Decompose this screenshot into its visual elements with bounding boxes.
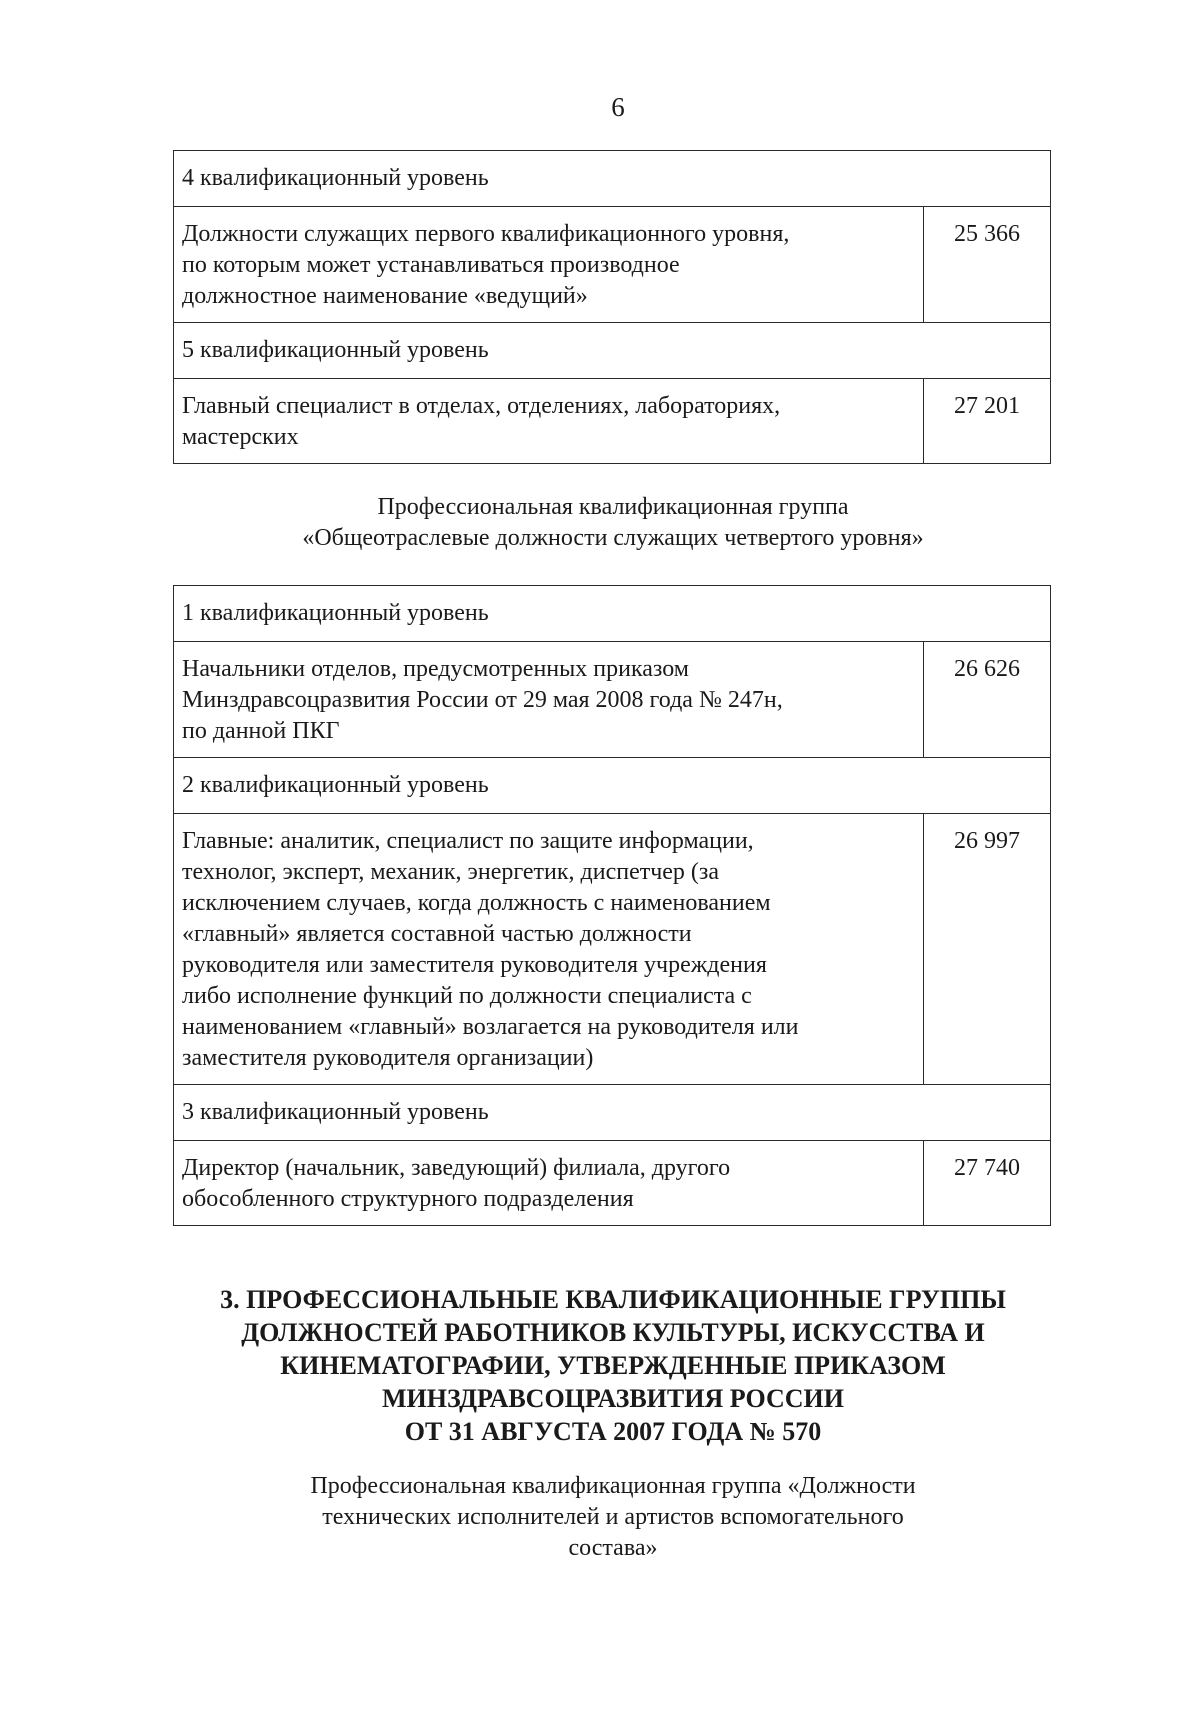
page-number: 6 xyxy=(611,92,625,122)
position-description-cell xyxy=(174,814,924,1085)
position-text-line: обособленного структурного подразделения xyxy=(182,1186,634,1212)
position-text-line: заместителя руководителя организации) xyxy=(182,1045,594,1071)
section-heading-line: КИНЕМАТОГРАФИИ, УТВЕРЖДЕННЫЕ ПРИКАЗОМ xyxy=(280,1351,946,1380)
salary-value-cell: 27 201 xyxy=(924,379,1051,464)
group-heading-line: состава» xyxy=(568,1535,658,1561)
group-heading xyxy=(173,1471,1053,1564)
position-text-line: наименованием «главный» возлагается на руководителя или xyxy=(182,1014,799,1040)
group-heading xyxy=(173,492,1053,554)
table-row-position xyxy=(174,1141,1051,1226)
qualification-level-cell: 2 квалификационный уровень xyxy=(174,758,1051,814)
position-text-line: исключением случаев, когда должность с наименованием xyxy=(182,890,771,916)
table-row-level xyxy=(174,586,1051,642)
qualification-level-cell: 3 квалификационный уровень xyxy=(174,1085,1051,1141)
qualification-level-cell: 5 квалификационный уровень xyxy=(174,323,1051,379)
salary-table-2 xyxy=(173,585,1051,1226)
position-text-line: технолог, эксперт, механик, энергетик, диспетчер (за xyxy=(182,859,720,885)
table-row-position xyxy=(174,642,1051,758)
group-heading-line: Профессиональная квалификационная группа «Должности xyxy=(310,1473,916,1499)
position-description-cell xyxy=(174,379,924,464)
section-heading-line: ДОЛЖНОСТЕЙ РАБОТНИКОВ КУЛЬТУРЫ, ИСКУССТВА И xyxy=(241,1318,985,1347)
section-heading xyxy=(173,1283,1053,1448)
position-description-cell xyxy=(174,642,924,758)
position-text-line: руководителя или заместителя руководителя учреждения xyxy=(182,952,767,978)
qualification-level-cell: 4 квалификационный уровень xyxy=(174,151,1051,207)
position-text-line: Директор (начальник, заведующий) филиала, другого xyxy=(182,1155,731,1181)
position-text-line: Минздравсоцразвития России от 29 мая 2008 года № 247н, xyxy=(182,687,783,713)
position-text-line: Главный специалист в отделах, отделениях, лабораториях, xyxy=(182,393,781,419)
group-heading-line: технических исполнителей и артистов вспомогательного xyxy=(322,1504,904,1530)
salary-value-cell: 27 740 xyxy=(924,1141,1051,1226)
position-description-cell xyxy=(174,1141,924,1226)
salary-value-cell: 26 626 xyxy=(924,642,1051,758)
position-text-line: «главный» является составной частью должности xyxy=(182,921,692,947)
table-row-position xyxy=(174,207,1051,323)
position-text-line: по данной ПКГ xyxy=(182,718,340,744)
table-row-position xyxy=(174,814,1051,1085)
position-text-line: Должности служащих первого квалификационного уровня, xyxy=(182,221,790,247)
position-text-line: Главные: аналитик, специалист по защите информации, xyxy=(182,828,754,854)
position-text-line: либо исполнение функций по должности специалиста с xyxy=(182,983,752,1009)
group-heading-line: «Общеотраслевые должности служащих четвертого уровня» xyxy=(302,525,924,551)
table-row-level xyxy=(174,151,1051,207)
position-description-cell xyxy=(174,207,924,323)
salary-table-1 xyxy=(173,150,1051,464)
qualification-level-cell: 1 квалификационный уровень xyxy=(174,586,1051,642)
group-heading-line: Профессиональная квалификационная группа xyxy=(377,494,849,520)
salary-value-cell: 25 366 xyxy=(924,207,1051,323)
position-text-line: мастерских xyxy=(182,424,299,450)
position-text-line: Начальники отделов, предусмотренных приказом xyxy=(182,656,689,682)
position-text-line: должностное наименование «ведущий» xyxy=(182,283,588,309)
table-row-level xyxy=(174,1085,1051,1141)
section-heading-line: МИНЗДРАВСОЦРАЗВИТИЯ РОССИИ xyxy=(382,1384,844,1413)
table-row-level xyxy=(174,323,1051,379)
section-heading-line: 3. ПРОФЕССИОНАЛЬНЫЕ КВАЛИФИКАЦИОННЫЕ ГРУППЫ xyxy=(220,1285,1006,1314)
table-row-level xyxy=(174,758,1051,814)
position-text-line: по которым может устанавливаться производное xyxy=(182,252,680,278)
salary-value-cell: 26 997 xyxy=(924,814,1051,1085)
table-row-position xyxy=(174,379,1051,464)
section-heading-line: ОТ 31 АВГУСТА 2007 ГОДА № 570 xyxy=(404,1417,822,1446)
